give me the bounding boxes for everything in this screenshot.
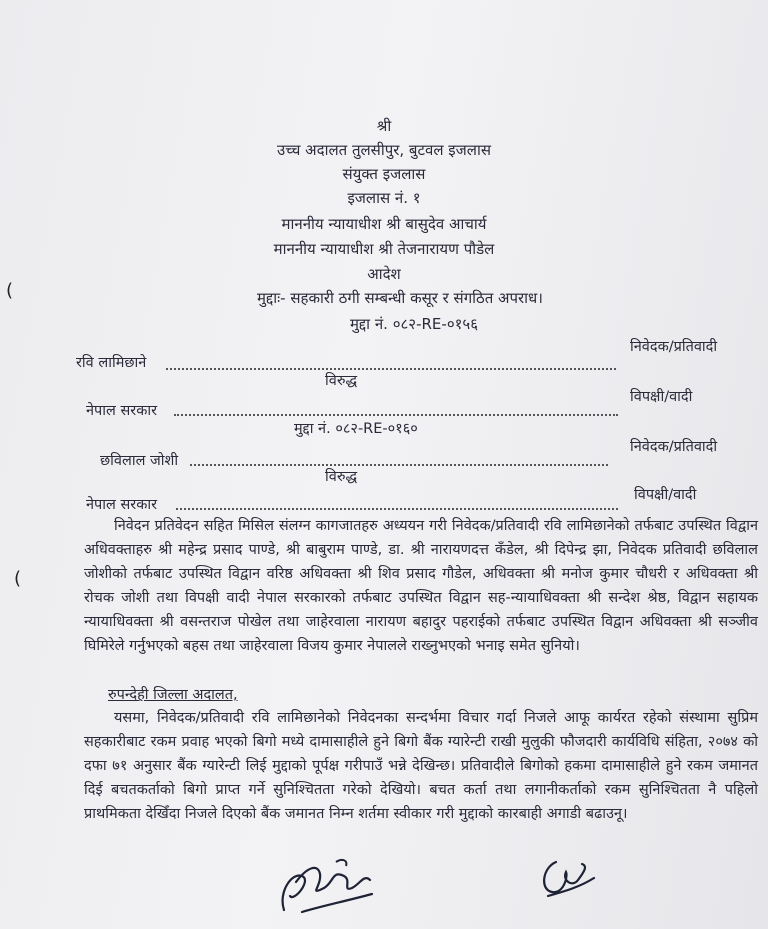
court-name: उच्च अदालत तुलसीपुर, बुटवल इजलास: [277, 141, 491, 159]
bench-type: संयुक्त इजलास: [342, 165, 426, 183]
body-paragraph-2: [84, 706, 758, 826]
paragraph-2-text: यसमा, निवेदक/प्रतिवादी रवि लामिछानेको निवेदनका सन्दर्भमा विचार गर्दा निजले आफू कार्यरत रहेको संस्थामा सुप्रिम सहकारीबाट रकम प्रवाह भएको बिगो मध्ये दामासाहीले हुने बिगो बैंक ग्यारेन्टी राखी मुलुकी फौजदारी कार्यविधि संहिता, २०७४ को दफा ७१ अनुसार बैंक ग्यारेन्टी लिई मुद्दाको पूर्पक्ष गरीपाउँ भन्ने देखिन्छ। प्रतिवादीले बिगोको हकमा दामासाहीले हुने रकम जमानत दिई बचतकर्ताको बिगो प्राप्त गर्ने सुनिश्चितता गरेको देखियो। बचत कर्ता तथा लगानीकर्ताको रकम सुनिश्चितता नै पहिलो प्राथमिकता देखिँदा निजले दिएको बैंक जमानत निम्न शर्तमा स्वीकार गरी मुद्दाको कारबाही अगाडी बढाउनू।: [84, 710, 758, 822]
bench-number: इजलास नं. १: [347, 189, 421, 207]
respondent-1-name: नेपाल सरकार: [86, 403, 158, 419]
applicant-1-role: निवेदक/प्रतिवादी: [630, 339, 718, 355]
signature-judge-1: [272, 852, 382, 922]
versus-1: विरुद्ध: [325, 373, 358, 389]
body-paragraph-1: [84, 514, 758, 658]
respondent-2-name: नेपाल सरकार: [86, 497, 158, 513]
dotted-line: [190, 464, 608, 466]
respondent-2-role: विपक्षी/वादी: [634, 487, 697, 503]
judge-1: माननीय न्यायाधीश श्री बासुदेव आचार्य: [281, 215, 487, 233]
signature-judge-2: [538, 852, 598, 902]
dotted-line: [174, 414, 618, 416]
respondent-1-role: विपक्षी/वादी: [630, 389, 693, 405]
dotted-line: [166, 368, 616, 370]
judge-2: माननीय न्यायाधीश श्री तेजनारायण पौडेल: [273, 240, 495, 258]
case-number-1: मुद्दा नं. ०८२-RE-०१५६: [349, 315, 479, 333]
applicant-2-role: निवेदक/प्रतिवादी: [630, 439, 718, 455]
margin-mark: (: [6, 280, 14, 301]
header-shree: श्री: [376, 117, 392, 135]
dotted-line: [176, 508, 618, 510]
versus-2: विरुद्ध: [325, 469, 358, 485]
paragraph-1-text: निवेदन प्रतिवेदन सहित मिसिल संलग्न कागजातहरु अध्ययन गरी निवेदक/प्रतिवादी रवि लामिछानेको तर्फबाट उपस्थित विद्वान अधिवक्ताहरु श्री महेन्द्र प्रसाद पाण्डे, श्री बाबुराम पाण्डे, डा. श्री नारायणदत्त कँडेल, श्री दिपेन्द्र झा, निवेदक प्रतिवादी छविलाल जोशीको तर्फबाट उपस्थित विद्वान वरिष्ठ अधिवक्ता श्री शिव प्रसाद गौडेल, अधिवक्ता श्री मनोज कुमार चौधरी र अधिवक्ता श्री रोचक जोशी तथा विपक्षी वादी नेपाल सरकारको तर्फबाट उपस्थित विद्वान सह-न्यायाधिवक्ता श्री सन्देश श्रेष्ठ, विद्वान सहायक न्यायाधिवक्ता श्री वसन्तराज पोखेल तथा जाहेरवाला नारायण बहादुर पहराईको तर्फबाट उपस्थित विद्वान अधिवक्ता श्री सञ्जीव घिमिरेले गर्नुभएको बहस तथा जाहेरवाला विजय कुमार नेपालले राख्नुभएको भनाइ समेत सुनियो।: [84, 518, 758, 654]
applicant-2-name: छविलाल जोशी: [100, 453, 179, 469]
applicant-1-name: रवि लामिछाने: [76, 355, 147, 371]
case-number-2: मुद्दा नं. ०८२-RE-०१६०: [294, 421, 418, 437]
section-heading: रुपन्देही जिल्ला अदालत,: [108, 687, 238, 703]
case-subject: मुद्दाः- सहकारी ठगी सम्बन्धी कसूर र संगठित अपराध।: [257, 289, 543, 307]
order-title: आदेश: [367, 265, 401, 283]
margin-mark: (: [14, 568, 22, 589]
